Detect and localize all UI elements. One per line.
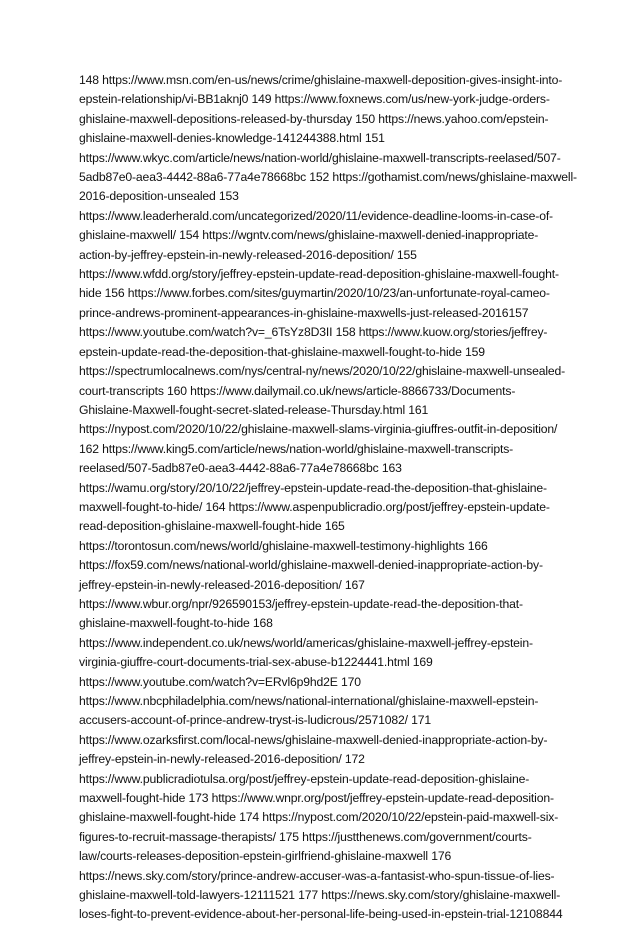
text-line: maxwell-fought-hide 173 https://www.wnpr.org/post/jeffrey-epstein-update-read-deposition-: [79, 791, 554, 806]
text-line: https://www.wfdd.org/story/jeffrey-epstein-update-read-deposition-ghislaine-maxwell-fought-: [79, 267, 559, 282]
text-line: https://spectrumlocalnews.com/nys/central-ny/news/2020/10/22/ghislaine-maxwell-unsealed-: [79, 364, 566, 379]
text-line: figures-to-recruit-massage-therapists/ 175 https://justthenews.com/government/courts-: [79, 829, 532, 844]
text-line: read-deposition-ghislaine-maxwell-fought-hide 165: [79, 519, 345, 534]
text-line: https://www.publicradiotulsa.org/post/jeffrey-epstein-update-read-deposition-ghislaine-: [79, 771, 530, 786]
text-line: epstein-relationship/vi-BB1aknj0 149 https://www.foxnews.com/us/new-york-judge-orders-: [79, 92, 550, 107]
text-line: 162 https://www.king5.com/article/news/nation-world/ghislaine-maxwell-transcripts-: [79, 441, 514, 456]
text-line: ghislaine-maxwell-fought-hide 174 https://nypost.com/2020/10/22/epstein-paid-maxwell-six-: [79, 810, 559, 825]
text-line: law/courts-releases-deposition-epstein-girlfriend-ghislaine-maxwell 176: [79, 849, 452, 864]
text-line: accusers-account-of-prince-andrew-tryst-is-ludicrous/2571082/ 171: [79, 713, 431, 728]
text-line: ghislaine-maxwell-denies-knowledge-141244388.html 151: [79, 131, 385, 146]
text-line: https://www.leaderherald.com/uncategorized/2020/11/evidence-deadline-looms-in-case-of-: [79, 208, 553, 223]
text-line: https://www.nbcphiladelphia.com/news/national-international/ghislaine-maxwell-epstein-: [79, 694, 539, 708]
text-line: jeffrey-epstein-in-newly-released-2016-deposition/ 172: [79, 752, 365, 767]
text-line: https://www.youtube.com/watch?v=_6TsYz8D3II 158 https://www.kuow.org/stories/jeffrey-: [79, 325, 548, 340]
text-line: ghislaine-maxwell-fought-to-hide 168: [79, 616, 273, 631]
text-line: https://www.ozarksfirst.com/local-news/ghislaine-maxwell-denied-inappropriate-action-by-: [79, 732, 548, 747]
text-line: https://nypost.com/2020/10/22/ghislaine-maxwell-slams-virginia-giuffres-outfit-in-deposition/: [79, 422, 558, 437]
text-line: reelased/507-5adb87e0-aea3-4442-88a6-77a4e78668bc 163: [79, 461, 402, 476]
text-line: ghislaine-maxwell/ 154 https://wgntv.com/news/ghislaine-maxwell-denied-inappropriate-: [79, 228, 539, 243]
reference-list: [79, 71, 579, 925]
text-line: loses-fight-to-prevent-evidence-about-her-personal-life-being-used-in-epstein-trial-12108844: [79, 907, 563, 922]
text-line: https://fox59.com/news/national-world/ghislaine-maxwell-denied-inappropriate-action-by-: [79, 558, 543, 573]
text-line: maxwell-fought-to-hide/ 164 https://www.aspenpublicradio.org/post/jeffrey-epstein-update-: [79, 499, 550, 514]
text-line: https://www.wkyc.com/article/news/nation-world/ghislaine-maxwell-transcripts-reelased/507-: [79, 150, 561, 165]
text-line: https://news.sky.com/story/prince-andrew-accuser-was-a-fantasist-who-spun-tissue-of-lies-: [79, 868, 555, 883]
text-line: action-by-jeffrey-epstein-in-newly-released-2016-deposition/ 155: [79, 247, 417, 262]
text-line: 2016-deposition-unsealed 153: [79, 189, 239, 204]
text-line: 5adb87e0-aea3-4442-88a6-77a4e78668bc 152 https://gothamist.com/news/ghislaine-maxwell-: [79, 170, 577, 185]
text-line: jeffrey-epstein-in-newly-released-2016-deposition/ 167: [79, 577, 365, 592]
text-line: Ghislaine-Maxwell-fought-secret-slated-release-Thursday.html 161: [79, 402, 429, 417]
text-line: hide 156 https://www.forbes.com/sites/guymartin/2020/10/23/an-unfortunate-royal-cameo-: [79, 286, 550, 301]
text-line: epstein-update-read-the-deposition-that-ghislaine-maxwell-fought-to-hide 159: [79, 344, 485, 359]
text-line: ghislaine-maxwell-told-lawyers-12111521 177 https://news.sky.com/story/ghislaine-maxwell-: [79, 888, 561, 903]
text-line: https://wamu.org/story/20/10/22/jeffrey-epstein-update-read-the-deposition-that-ghislaine-: [79, 480, 547, 495]
text-line: https://www.wbur.org/npr/926590153/jeffrey-epstein-update-read-the-deposition-that-: [79, 596, 523, 611]
text-line: court-transcripts 160 https://www.dailymail.co.uk/news/article-8866733/Documents-: [79, 383, 516, 398]
text-line: 148 https://www.msn.com/en-us/news/crime/ghislaine-maxwell-deposition-gives-insight-into-: [79, 73, 563, 87]
text-line: https://torontosun.com/news/world/ghislaine-maxwell-testimony-highlights 166: [79, 538, 488, 553]
text-line: https://www.independent.co.uk/news/world/americas/ghislaine-maxwell-jeffrey-epstein-: [79, 635, 533, 650]
text-line: prince-andrews-prominent-appearances-in-ghislaine-maxwells-just-released-2016157: [79, 305, 529, 320]
text-line: ghislaine-maxwell-depositions-released-by-thursday 150 https://news.yahoo.com/epstein-: [79, 111, 549, 126]
text-line: https://www.youtube.com/watch?v=ERvl6p9hd2E 170: [79, 674, 361, 689]
text-line: virginia-giuffre-court-documents-trial-sex-abuse-b1224441.html 169: [79, 655, 433, 670]
